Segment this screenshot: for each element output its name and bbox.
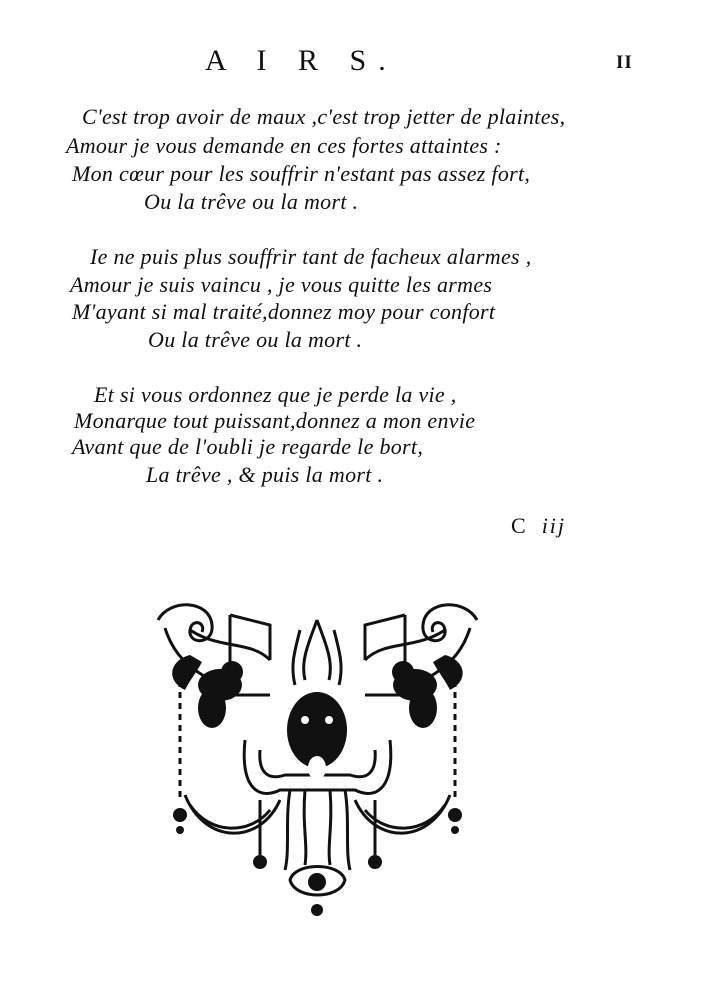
verse-line: Ie ne puis plus souffrir tant de facheux alarmes , (90, 244, 532, 269)
grotesque-mask-cul-de-lampe-icon (150, 600, 485, 930)
verse-line: Et si vous ordonnez que je perde la vie , (94, 382, 457, 407)
refrain-line: Ou la trêve ou la mort . (144, 189, 359, 214)
refrain-line: Ou la trêve ou la mort . (148, 327, 363, 352)
verse-line: C'est trop avoir de maux ,c'est trop jetter de plaintes, (82, 104, 566, 129)
refrain-line: La trêve , & puis la mort . (146, 462, 384, 487)
verse-line: Monarque tout puissant,donnez a mon envie (74, 408, 476, 433)
running-title: A I R S. (205, 44, 398, 77)
verse-line: Mon cœur pour les souffrir n'estant pas assez fort, (72, 161, 531, 186)
page-number: II (616, 52, 633, 73)
verse-line: Amour je suis vaincu , je vous quitte les armes (70, 272, 493, 297)
verse-line: Amour je vous demande en ces fortes attaintes : (66, 133, 502, 158)
verse-line: M'ayant si mal traité,donnez moy pour confort (72, 299, 496, 324)
signature-mark (511, 513, 566, 539)
signature-letter: C (511, 513, 528, 538)
verse-line: Avant que de l'oubli je regarde le bort, (72, 434, 424, 459)
signature-numeral: iij (541, 513, 567, 538)
